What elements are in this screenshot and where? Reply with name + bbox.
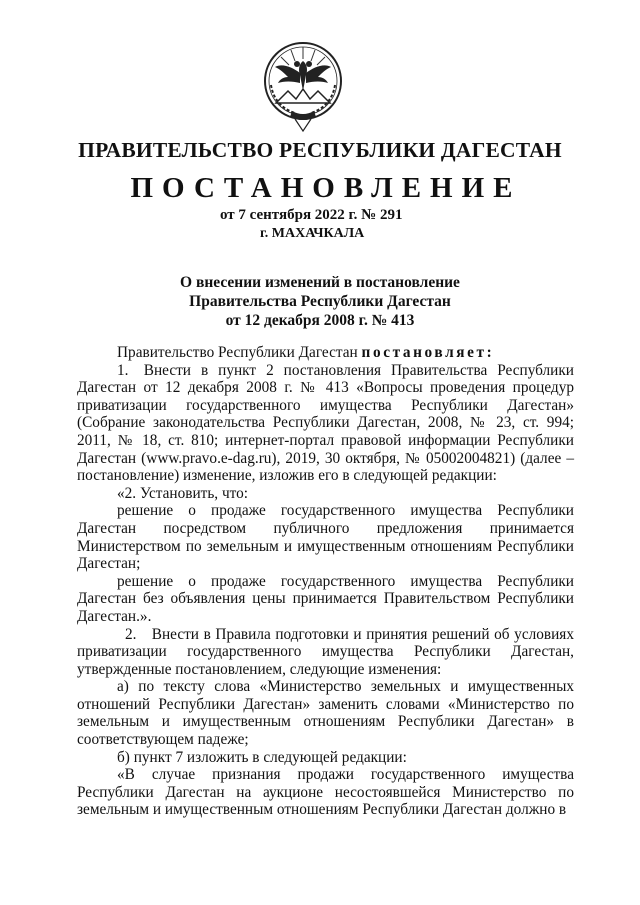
paragraph-sub-b: б) пункт 7 изложить в следующей редакции:: [117, 748, 407, 766]
document-body: [77, 344, 574, 819]
paragraph-quote-2: «2. Установить, что:: [117, 484, 249, 502]
intro-prefix: Правительство Республики Дагестан: [117, 344, 358, 361]
intro-paragraph: [77, 344, 574, 362]
document-subject: [0, 273, 640, 330]
subject-line-3: от 12 декабря 2008 г. № 413: [225, 312, 415, 329]
government-title: ПРАВИТЕЛЬСТВО РЕСПУБЛИКИ ДАГЕСТАН: [78, 138, 562, 162]
coat-of-arms-icon: [262, 37, 344, 133]
subject-line-2: Правительства Республики Дагестан: [189, 293, 451, 310]
paragraph-decision-1: решение о продаже государственного имущества Республики Дагестан посредством публичного предложения принимается Министерством по земельным и имущественным отношениям Республики Дагестан;: [77, 502, 574, 573]
paragraph-sub-a: а) по тексту слова «Министерство земельных и имущественных отношений Республики Дагестан» заменить словами «Министерство по земельным и имущественным отношениям Республики Дагестан» в соответствующем падеже;: [77, 678, 574, 749]
subject-line-1: О внесении изменений в постановление: [180, 274, 460, 291]
paragraph-quote-v: «В случае признания продажи государственного имущества Республики Дагестан на аукционе несостоявшейся Министерство по земельным и имущественным отношениям Республики Дагестан должно в: [77, 766, 574, 819]
intro-decree-word: постановляет:: [361, 344, 495, 361]
paragraph-item-1: 1. Внести в пункт 2 постановления Правительства Республики Дагестан от 12 декабря 2008 г. № 413 «Вопросы проведения процедур приватизации государственного имущества Республики Дагестан» (Собрание законодательства Республики Дагестан, 2008, № 23, ст. 994; 2011, № 18, ст. 810; интернет-портал правовой информации Республики Дагестан (www.pravo.e-dag.ru), 2019, 30 октября, № 05002004821) (далее – постановление) изменение, изложив его в следующей редакции:: [77, 361, 574, 485]
paragraph-item-2: 2. Внести в Правила подготовки и принятия решений об условиях приватизации государственного имущества Республики Дагестан, утвержденные постановлением, следующие изменения:: [77, 625, 574, 678]
document-date-number: от 7 сентября 2022 г. № 291: [220, 207, 403, 223]
document-type-heading: ПОСТАНОВЛЕНИЕ: [130, 172, 522, 204]
paragraph-decision-2: решение о продаже государственного имущества Республики Дагестан без объявления цены принимается Правительством Республики Дагестан.».: [77, 572, 574, 625]
document-city: г. МАХАЧКАЛА: [260, 226, 365, 241]
